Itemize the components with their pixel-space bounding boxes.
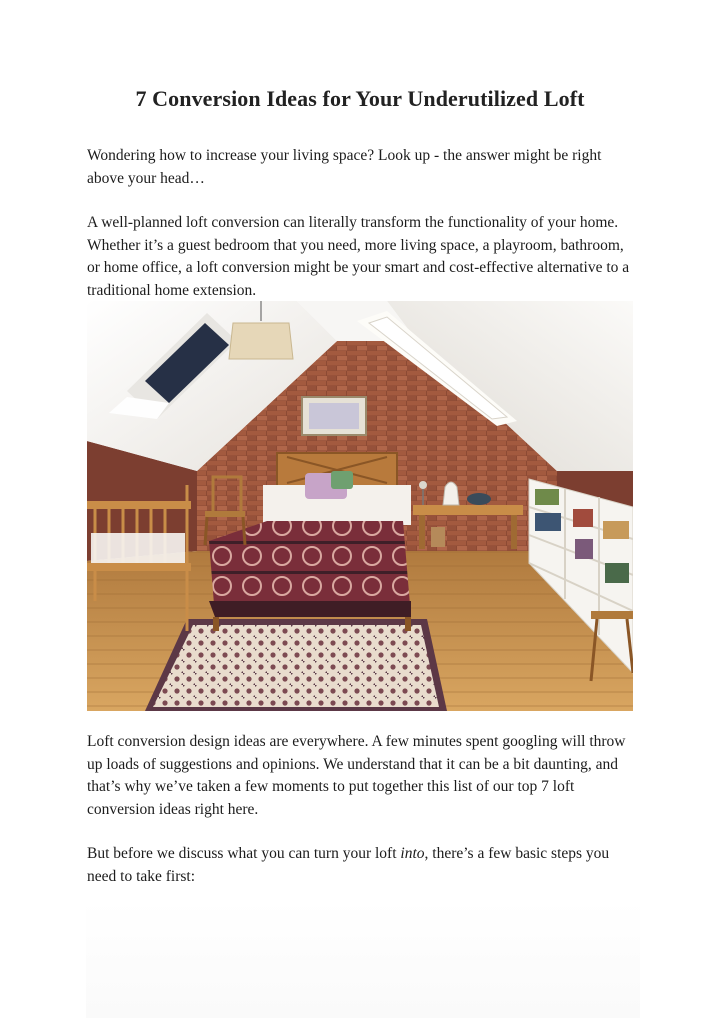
para4-emphasis: into [400,845,425,862]
article-title: 7 Conversion Ideas for Your Underutilized Loft [135,86,585,111]
page-shade [86,900,640,1018]
body-paragraph-3 [87,843,635,888]
loft-bedroom-photo [87,301,633,711]
intro-paragraph: Wondering how to increase your living space? Look up - the answer might be right above your head… [87,147,602,187]
body-paragraph-2: Loft conversion design ideas are everywhere. A few minutes spent googling will throw up loads of suggestions and opinions. We understand that it can be a bit daunting, and that’s why we’ve taken a few moments to put together this list of our top 7 loft conversion ideas right here. [87,733,626,818]
body-paragraph-1: A well-planned loft conversion can literally transform the functionality of your home. Whether it’s a guest bedroom that you need, more living space, a playroom, bathroom, or home office, a loft conversion might be your smart and cost-effective alternative to a traditional home extension. [87,214,630,299]
para4-text-start: But before we discuss what you can turn your loft [87,845,401,862]
para4-text-end: , there’s a few basic steps you need to take first: [87,845,610,885]
